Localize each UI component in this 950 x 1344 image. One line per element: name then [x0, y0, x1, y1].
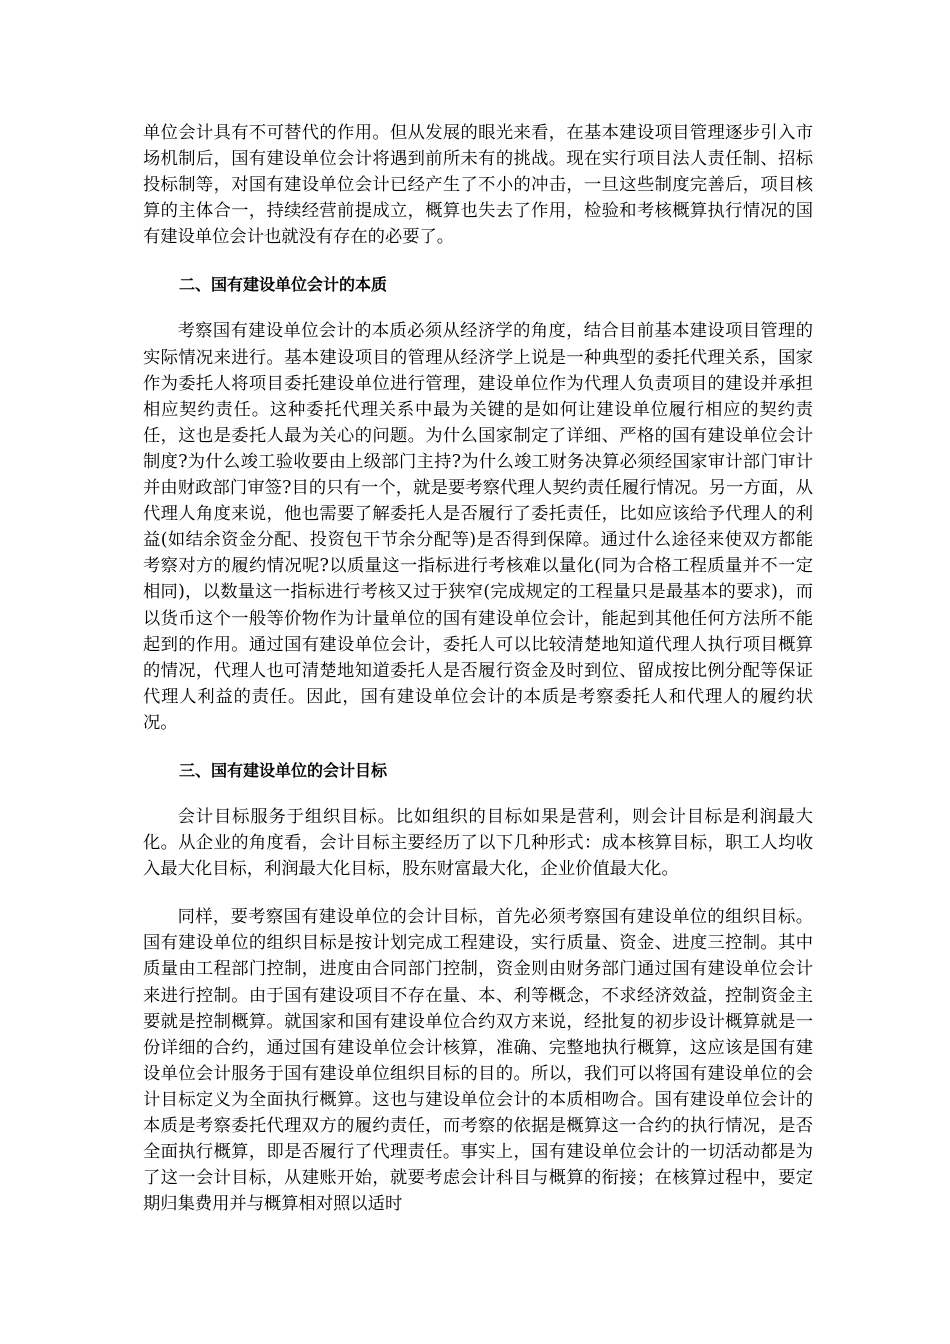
document-body [143, 120, 813, 1217]
section-heading-objective: 三、国有建设单位的会计目标 [179, 760, 388, 780]
paragraph-continuation: 单位会计具有不可替代的作用。但从发展的眼光来看，在基本建设项目管理逐步引入市场机制后，国有建设单位会计将遇到前所未有的挑战。现在实行项目法人责任制、招标投标制等，对国有建设单位会计已经产生了不小的冲击，一旦这些制度完善后，项目核算的主体合一，持续经营前提成立，概算也失去了作用，检验和考核概算执行情况的国有建设单位会计也就没有存在的必要了。 [143, 123, 813, 248]
paragraph-essence: 考察国有建设单位会计的本质必须从经济学的角度，结合目前基本建设项目管理的实际情况来进行。基本建设项目的管理从经济学上说是一种典型的委托代理关系，国家作为委托人将项目委托建设单位进行管理，建设单位作为代理人负责项目的建设并承担相应契约责任。这种委托代理关系中最为关键的是如何让建设单位履行相应的契约责任，这也是委托人最为关心的问题。为什么国家制定了详细、严格的国有建设单位会计制度?为什么竣工验收要由上级部门主持?为什么竣工财务决算必须经国家审计部门审计并由财政部门审签?目的只有一个，就是要考察代理人契约责任履行情况。另一方面，从代理人角度来说，他也需要了解委托人是否履行了委托责任，比如应该给予代理人的利益(如结余资金分配、投资包干节余分配等)是否得到保障。通过什么途径来使双方都能考察对方的履约情况呢?以质量这一指标进行考核难以量化(同为合格工程质量并不一定相同)，以数量这一指标进行考核又过于狭窄(完成规定的工程量只是最基本的要求)，而以货币这个一般等价物作为计量单位的国有建设单位会计，能起到其他任何方法所不能起到的作用。通过国有建设单位会计，委托人可以比较清楚地知道代理人执行项目概算的情况，代理人也可清楚地知道委托人是否履行资金及时到位、留成按比例分配等保证代理人利益的责任。因此，国有建设单位会计的本质是考察委托人和代理人的履约状况。 [143, 321, 813, 733]
section-heading-essence: 二、国有建设单位会计的本质 [179, 275, 388, 295]
paragraph-objective-intro: 会计目标服务于组织目标。比如组织的目标如果是营利，则会计目标是利润最大化。从企业的角度看，会计目标主要经历了以下几种形式：成本核算目标，职工人均收入最大化目标，利润最大化目标，股东财富最大化，企业价值最大化。 [143, 806, 813, 880]
paragraph-objective-detail: 同样，要考察国有建设单位的会计目标，首先必须考察国有建设单位的组织目标。国有建设单位的组织目标是按计划完成工程建设，实行质量、资金、进度三控制。其中质量由工程部门控制，进度由合同部门控制，资金则由财务部门通过国有建设单位会计来进行控制。由于国有建设项目不存在量、本、利等概念，不求经济效益，控制资金主要就是控制概算。就国家和国有建设单位合约双方来说，经批复的初步设计概算就是一份详细的合约，通过国有建设单位会计核算，准确、完整地执行概算，这应该是国有建设单位会计服务于国有建设单位组织目标的目的。所以，我们可以将国有建设单位的会计目标定义为全面执行概算。这也与建设单位会计的本质相吻合。国有建设单位会计的本质是考察委托代理双方的履约责任，而考察的依据是概算这一合约的执行情况，是否全面执行概算，即是否履行了代理责任。事实上，国有建设单位会计的一切活动都是为了这一会计目标，从建账开始，就要考虑会计科目与概算的衔接；在核算过程中，要定期归集费用并与概算相对照以适时 [143, 907, 813, 1215]
